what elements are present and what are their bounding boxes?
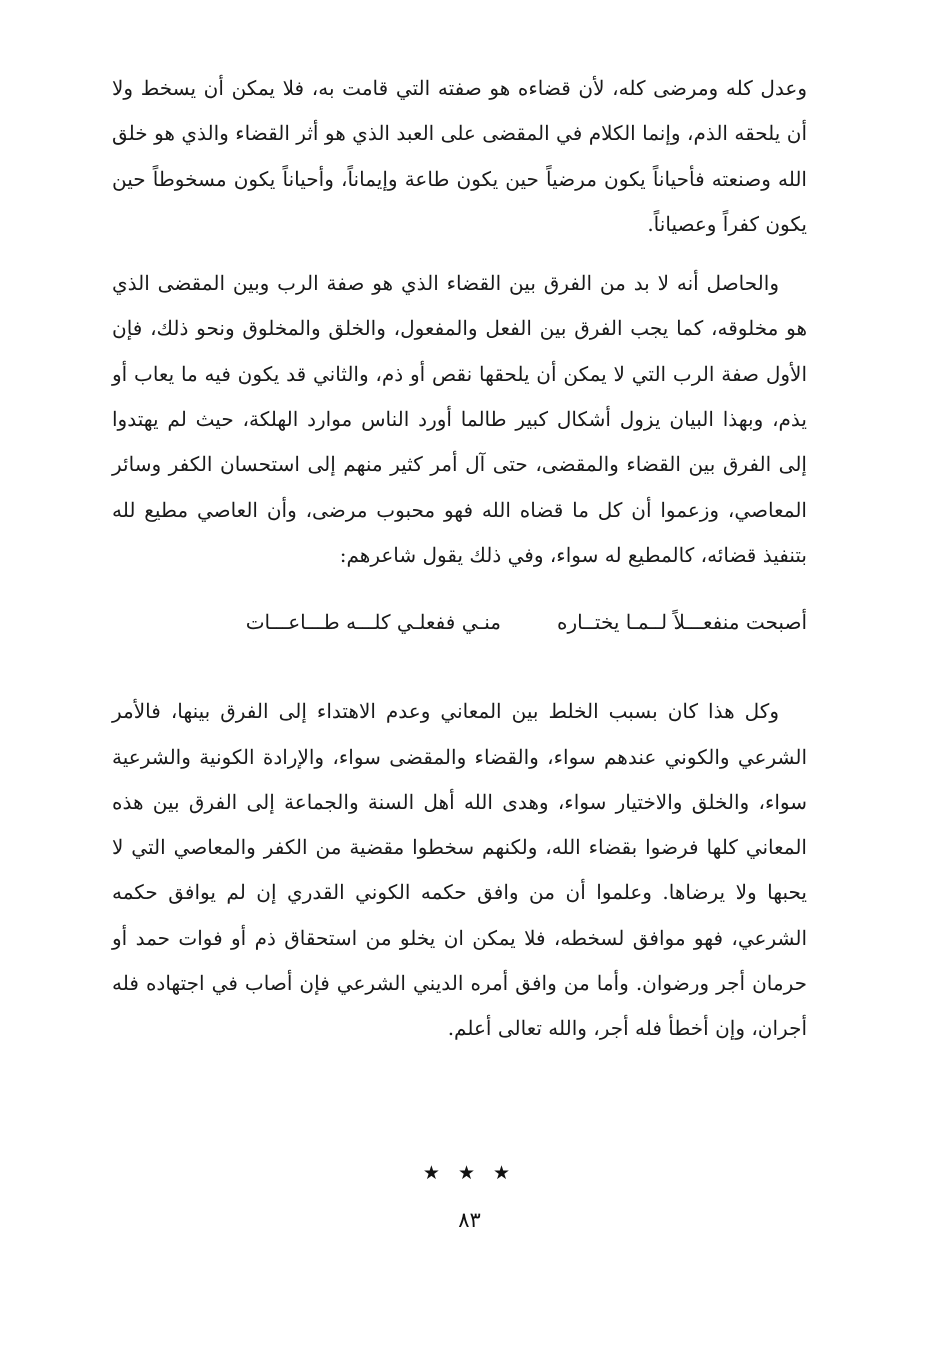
paragraph-3: وكل هذا كان بسبب الخلط بين المعاني وعدم الاهتداء إلى الفرق بينها، فالأمر الشرعي والكوني عندهم سواء، والقضاء والمقضى سواء، والإرادة الكونية والشرعية سواء، والخلق والاختيار سواء، وهدى الله أهل السنة والجماعة إلى الفرق بين هذه المعاني كلها فرضوا بقضاء الله، ولكنهم سخطوا مقضية من الكفر والمعاصي التي لا يحبها ولا يرضاها. وعلموا أن من وافق حكمه الكوني القدري إن لم يوافق حكمه الشرعي، فهو موافق لسخطه، فلا يمكن ان يخلو من استحقاق ذم أو فوات حمد أو حرمان أجر ورضوان. وأما من وافق أمره الديني الشرعي فإن أصاب في اجتهاده فله أجران، وإن أخطأ فله أجر، والله تعالى أعلم.	[112, 699, 807, 1041]
paragraph-1: وعدل كله ومرضى كله، لأن قضاءه هو صفته التي قامت به، فلا يمكن أن يسخط ولا أن يلحقه الذم، وإنما الكلام في المقضى على العبد الذي هو أثر القضاء والذي هو خلق الله وصنعته فأحياناً يكون مرضياً حين يكون طاعة وإيماناً، وأحياناً يكون مسخوطاً حين يكون كفراً وعصياناً.	[112, 76, 807, 236]
poem-first-hemistich: أصبحت منفعـــلاً لــمـا يختــاره	[556, 610, 807, 635]
page-number: ٨٣	[458, 1208, 481, 1232]
poem-second-hemistich: منـي ففعلـي كلـــه طـــاعـــات	[245, 610, 501, 635]
section-separator-stars: ★ ★ ★	[422, 1162, 517, 1184]
poem-verse	[112, 600, 807, 645]
page-body	[112, 66, 807, 1052]
paragraph-2: والحاصل أنه لا بد من الفرق بين القضاء الذي هو صفة الرب وبين المقضى الذي هو مخلوقه، كما يجب الفرق بين الفعل والمفعول، والخلق والمخلوق ونحو ذلك، فإن الأول صفة الرب التي لا يمكن أن يلحقها نقص أو ذم، والثاني قد يكون فيه ما يعاب أو يذم، وبهذا البيان يزول أشكال كبير طالما أورد الناس موارد الهلكة، حيث لم يهتدوا إلى الفرق بين القضاء والمقضى، حتى آل أمر كثير منهم إلى استحسان الكفر وسائر المعاصي، وزعموا أن كل ما قضاه الله فهو محبوب مرضى، وأن العاصي مطيع لله بتنفيذ قضائه، كالمطيع له سواء، وفي ذلك يقول شاعرهم:	[112, 271, 807, 567]
